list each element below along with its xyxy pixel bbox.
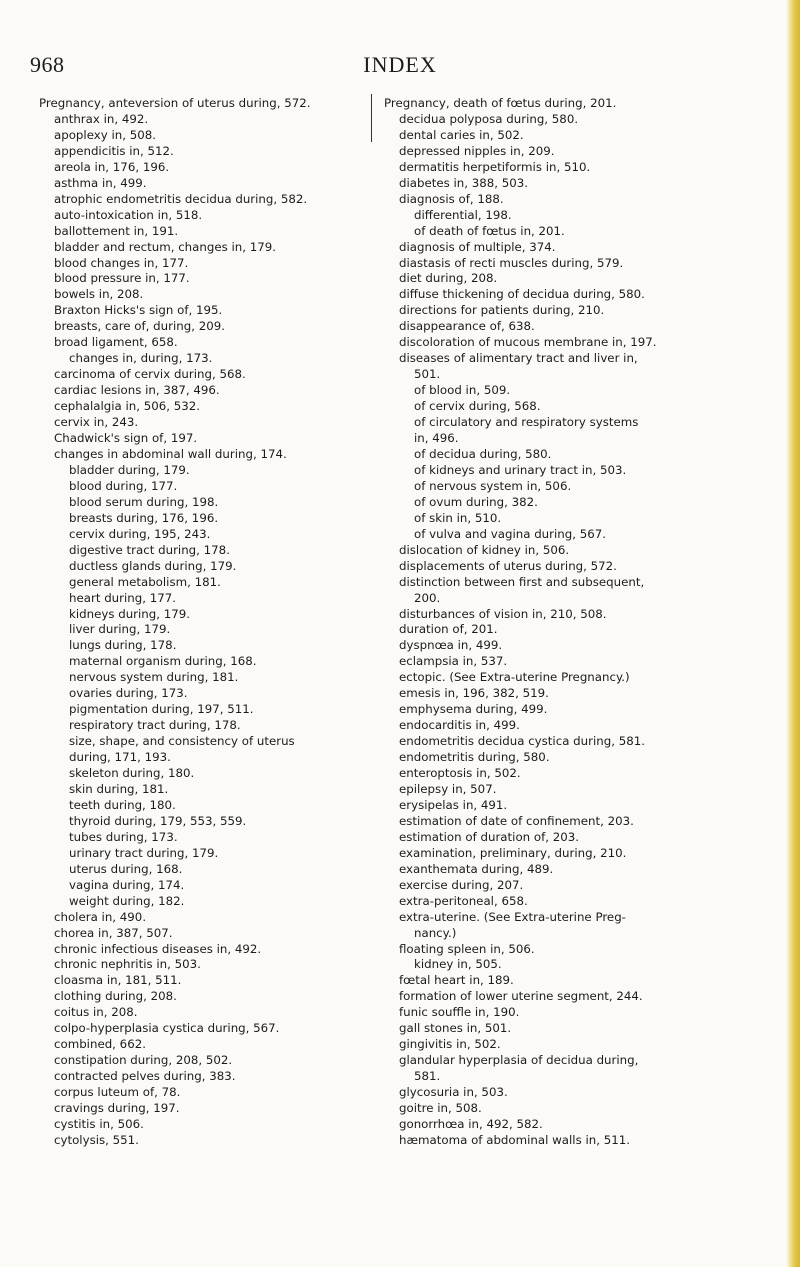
index-entry: changes in, during, 173. <box>69 351 213 366</box>
index-entry: apoplexy in, 508. <box>54 127 156 142</box>
index-entry: cervix during, 195, 243. <box>69 526 211 541</box>
index-entry: formation of lower uterine segment, 244. <box>399 989 643 1004</box>
index-entry: extra-uterine. (See Extra-uterine Preg- <box>399 909 626 924</box>
index-entry: uterus during, 168. <box>69 861 183 876</box>
page-number: 968 <box>30 52 65 77</box>
index-entry: auto-intoxication in, 518. <box>54 207 203 222</box>
index-entry: estimation of duration of, 203. <box>399 829 580 844</box>
index-entry: skeleton during, 180. <box>69 766 195 781</box>
index-entry: cardiac lesions in, 387, 496. <box>54 383 220 398</box>
index-entry: of death of fœtus in, 201. <box>414 223 565 238</box>
index-entry: duration of, 201. <box>399 622 498 637</box>
index-entry: decidua polyposa during, 580. <box>399 111 579 126</box>
index-entry: diastasis of recti muscles during, 579. <box>399 255 624 270</box>
index-entry: blood pressure in, 177. <box>54 271 190 286</box>
index-entry: general metabolism, 181. <box>69 574 221 589</box>
index-entry: ovaries during, 173. <box>69 686 188 701</box>
index-entry: examination, preliminary, during, 210. <box>399 845 627 860</box>
index-entry: chronic nephritis in, 503. <box>54 957 201 972</box>
index-entry: blood serum during, 198. <box>69 494 219 509</box>
index-entry: during, 171, 193. <box>69 750 171 765</box>
index-entry: of nervous system in, 506. <box>414 478 572 493</box>
index-entry: thyroid during, 179, 553, 559. <box>69 813 247 828</box>
index-entry: areola in, 176, 196. <box>54 159 170 174</box>
index-entry: urinary tract during, 179. <box>69 845 219 860</box>
index-entry: pigmentation during, 197, 511. <box>69 702 254 717</box>
index-entry: constipation during, 208, 502. <box>54 1053 233 1068</box>
index-entry: nervous system during, 181. <box>69 670 239 685</box>
index-entry: ductless glands during, 179. <box>69 558 237 573</box>
index-entry: of blood in, 509. <box>414 383 511 398</box>
index-entry: diffuse thickening of decidua during, 580. <box>399 287 645 302</box>
index-entry: endometritis during, 580. <box>399 750 550 765</box>
index-entry: fœtal heart in, 189. <box>399 973 514 988</box>
index-entry: eclampsia in, 537. <box>399 654 508 669</box>
index-entry: cervix in, 243. <box>54 415 139 430</box>
index-entry: dyspnœa in, 499. <box>399 638 503 653</box>
index-entry: Braxton Hicks's sign of, 195. <box>54 303 223 318</box>
index-entry: dislocation of kidney in, 506. <box>399 542 570 557</box>
index-entry: glandular hyperplasia of decidua during, <box>399 1053 639 1068</box>
index-entry: dental caries in, 502. <box>399 127 524 142</box>
index-entry: heart during, 177. <box>69 590 177 605</box>
index-entry: broad ligament, 658. <box>54 335 178 350</box>
index-entry: Pregnancy, anteversion of uterus during, 572. <box>39 96 311 110</box>
index-entry: emphysema during, 499. <box>399 702 548 717</box>
index-entry: combined, 662. <box>54 1037 146 1052</box>
index-entry: lungs during, 178. <box>69 638 177 653</box>
index-entry: endometritis decidua cystica during, 581. <box>399 734 646 749</box>
index-entry: exercise during, 207. <box>399 877 524 892</box>
index-entry: diagnosis of multiple, 374. <box>399 239 556 254</box>
page-title: INDEX <box>363 52 437 77</box>
index-entry: chorea in, 387, 507. <box>54 925 173 940</box>
index-entry: diagnosis of, 188. <box>399 191 504 206</box>
index-entry: discoloration of mucous membrane in, 197. <box>399 335 657 350</box>
index-entry: kidneys during, 179. <box>69 606 191 621</box>
index-entry: asthma in, 499. <box>54 175 147 190</box>
index-entry: Chadwick's sign of, 197. <box>54 431 198 446</box>
index-entry: anthrax in, 492. <box>54 111 149 126</box>
index-entry: maternal organism during, 168. <box>69 654 257 669</box>
index-entry: breasts, care of, during, 209. <box>54 319 225 334</box>
index-entry: weight during, 182. <box>69 893 185 908</box>
index-entry: blood during, 177. <box>69 478 178 493</box>
index-entry: dermatitis herpetiformis in, 510. <box>399 159 591 174</box>
index-entry: disturbances of vision in, 210, 508. <box>399 606 607 621</box>
index-entry: of circulatory and respiratory systems <box>414 415 639 430</box>
index-entry: cloasma in, 181, 511. <box>54 973 182 988</box>
index-entry: goitre in, 508. <box>399 1101 482 1116</box>
index-entry: erysipelas in, 491. <box>399 797 508 812</box>
index-entry: estimation of date of confinement, 203. <box>399 813 634 828</box>
index-entry: cravings during, 197. <box>54 1101 180 1116</box>
page-edge <box>786 0 800 1267</box>
index-entry: digestive tract during, 178. <box>69 542 230 557</box>
index-entry: colpo-hyperplasia cystica during, 567. <box>54 1021 280 1036</box>
index-entry: distinction between first and subsequent, <box>399 574 645 589</box>
index-entry: contracted pelves during, 383. <box>54 1069 236 1084</box>
index-entry: gall stones in, 501. <box>399 1021 512 1036</box>
index-entry: atrophic endometritis decidua during, 582. <box>54 191 308 206</box>
index-entry: glycosuria in, 503. <box>399 1085 508 1100</box>
index-entry: chronic infectious diseases in, 492. <box>54 941 262 956</box>
index-entry: cholera in, 490. <box>54 909 147 924</box>
index-entry: of vulva and vagina during, 567. <box>414 526 607 541</box>
index-entry: diet during, 208. <box>399 271 498 286</box>
index-entry: of kidneys and urinary tract in, 503. <box>414 462 627 477</box>
index-entry: enteroptosis in, 502. <box>399 766 521 781</box>
index-entry: hæmatoma of abdominal walls in, 511. <box>399 1132 630 1147</box>
index-entry: 200. <box>414 590 441 605</box>
index-entry: tubes during, 173. <box>69 829 178 844</box>
index-entry: emesis in, 196, 382, 519. <box>399 686 549 701</box>
index-entry: changes in abdominal wall during, 174. <box>54 446 287 461</box>
index-entry: ectopic. (See Extra-uterine Pregnancy.) <box>399 670 630 685</box>
index-entry: coitus in, 208. <box>54 1005 138 1020</box>
index-entry: gingivitis in, 502. <box>399 1037 501 1052</box>
index-entry: bladder during, 179. <box>69 462 190 477</box>
index-entry: cystitis in, 506. <box>54 1117 144 1131</box>
index-entry: funic souffle in, 190. <box>399 1005 520 1020</box>
index-entry: exanthemata during, 489. <box>399 861 554 876</box>
index-entry: bladder and rectum, changes in, 179. <box>54 239 277 254</box>
index-entry: cytolysis, 551. <box>54 1132 139 1147</box>
index-entry: displacements of uterus during, 572. <box>399 558 617 573</box>
index-entry: Pregnancy, death of fœtus during, 201. <box>384 96 617 110</box>
index-entry: liver during, 179. <box>69 622 171 637</box>
index-entry: vagina during, 174. <box>69 877 185 892</box>
index-entry: ballottement in, 191. <box>54 223 179 238</box>
index-entry: breasts during, 176, 196. <box>69 510 219 525</box>
index-entry: of skin in, 510. <box>414 510 502 525</box>
index-entry: respiratory tract during, 178. <box>69 718 241 733</box>
index-entry: clothing during, 208. <box>54 989 177 1004</box>
index-entry: extra-peritoneal, 658. <box>399 893 528 908</box>
index-entry: nancy.) <box>414 925 457 940</box>
index-entry: depressed nipples in, 209. <box>399 143 555 158</box>
index-entry: endocarditis in, 499. <box>399 718 520 733</box>
index-entry: of cervix during, 568. <box>414 399 541 414</box>
index-column-right <box>384 96 764 1149</box>
index-entry: diabetes in, 388, 503. <box>399 175 529 190</box>
index-entry: 581. <box>414 1069 441 1084</box>
index-entry: disappearance of, 638. <box>399 319 535 334</box>
index-entry: appendicitis in, 512. <box>54 143 174 158</box>
index-entry: floating spleen in, 506. <box>399 941 535 956</box>
index-entry: differential, 198. <box>414 207 512 222</box>
index-entry: of decidua during, 580. <box>414 446 552 461</box>
index-entry: kidney in, 505. <box>414 957 502 972</box>
index-entry: of ovum during, 382. <box>414 494 538 509</box>
index-entry: bowels in, 208. <box>54 287 144 302</box>
index-entry: carcinoma of cervix during, 568. <box>54 367 246 382</box>
index-column-left <box>39 96 389 1149</box>
index-entry: epilepsy in, 507. <box>399 781 497 796</box>
index-entry: teeth during, 180. <box>69 797 176 812</box>
index-entry: blood changes in, 177. <box>54 255 189 270</box>
index-entry: 501. <box>414 367 441 382</box>
index-entry: cephalalgia in, 506, 532. <box>54 399 201 414</box>
index-entry: diseases of alimentary tract and liver in, <box>399 351 638 366</box>
index-entry: directions for patients during, 210. <box>399 303 605 318</box>
index-entry: size, shape, and consistency of uterus <box>69 734 295 749</box>
index-entry: gonorrhœa in, 492, 582. <box>399 1117 543 1131</box>
index-entry: skin during, 181. <box>69 781 169 796</box>
index-entry: corpus luteum of, 78. <box>54 1085 181 1100</box>
index-entry: in, 496. <box>414 431 459 446</box>
